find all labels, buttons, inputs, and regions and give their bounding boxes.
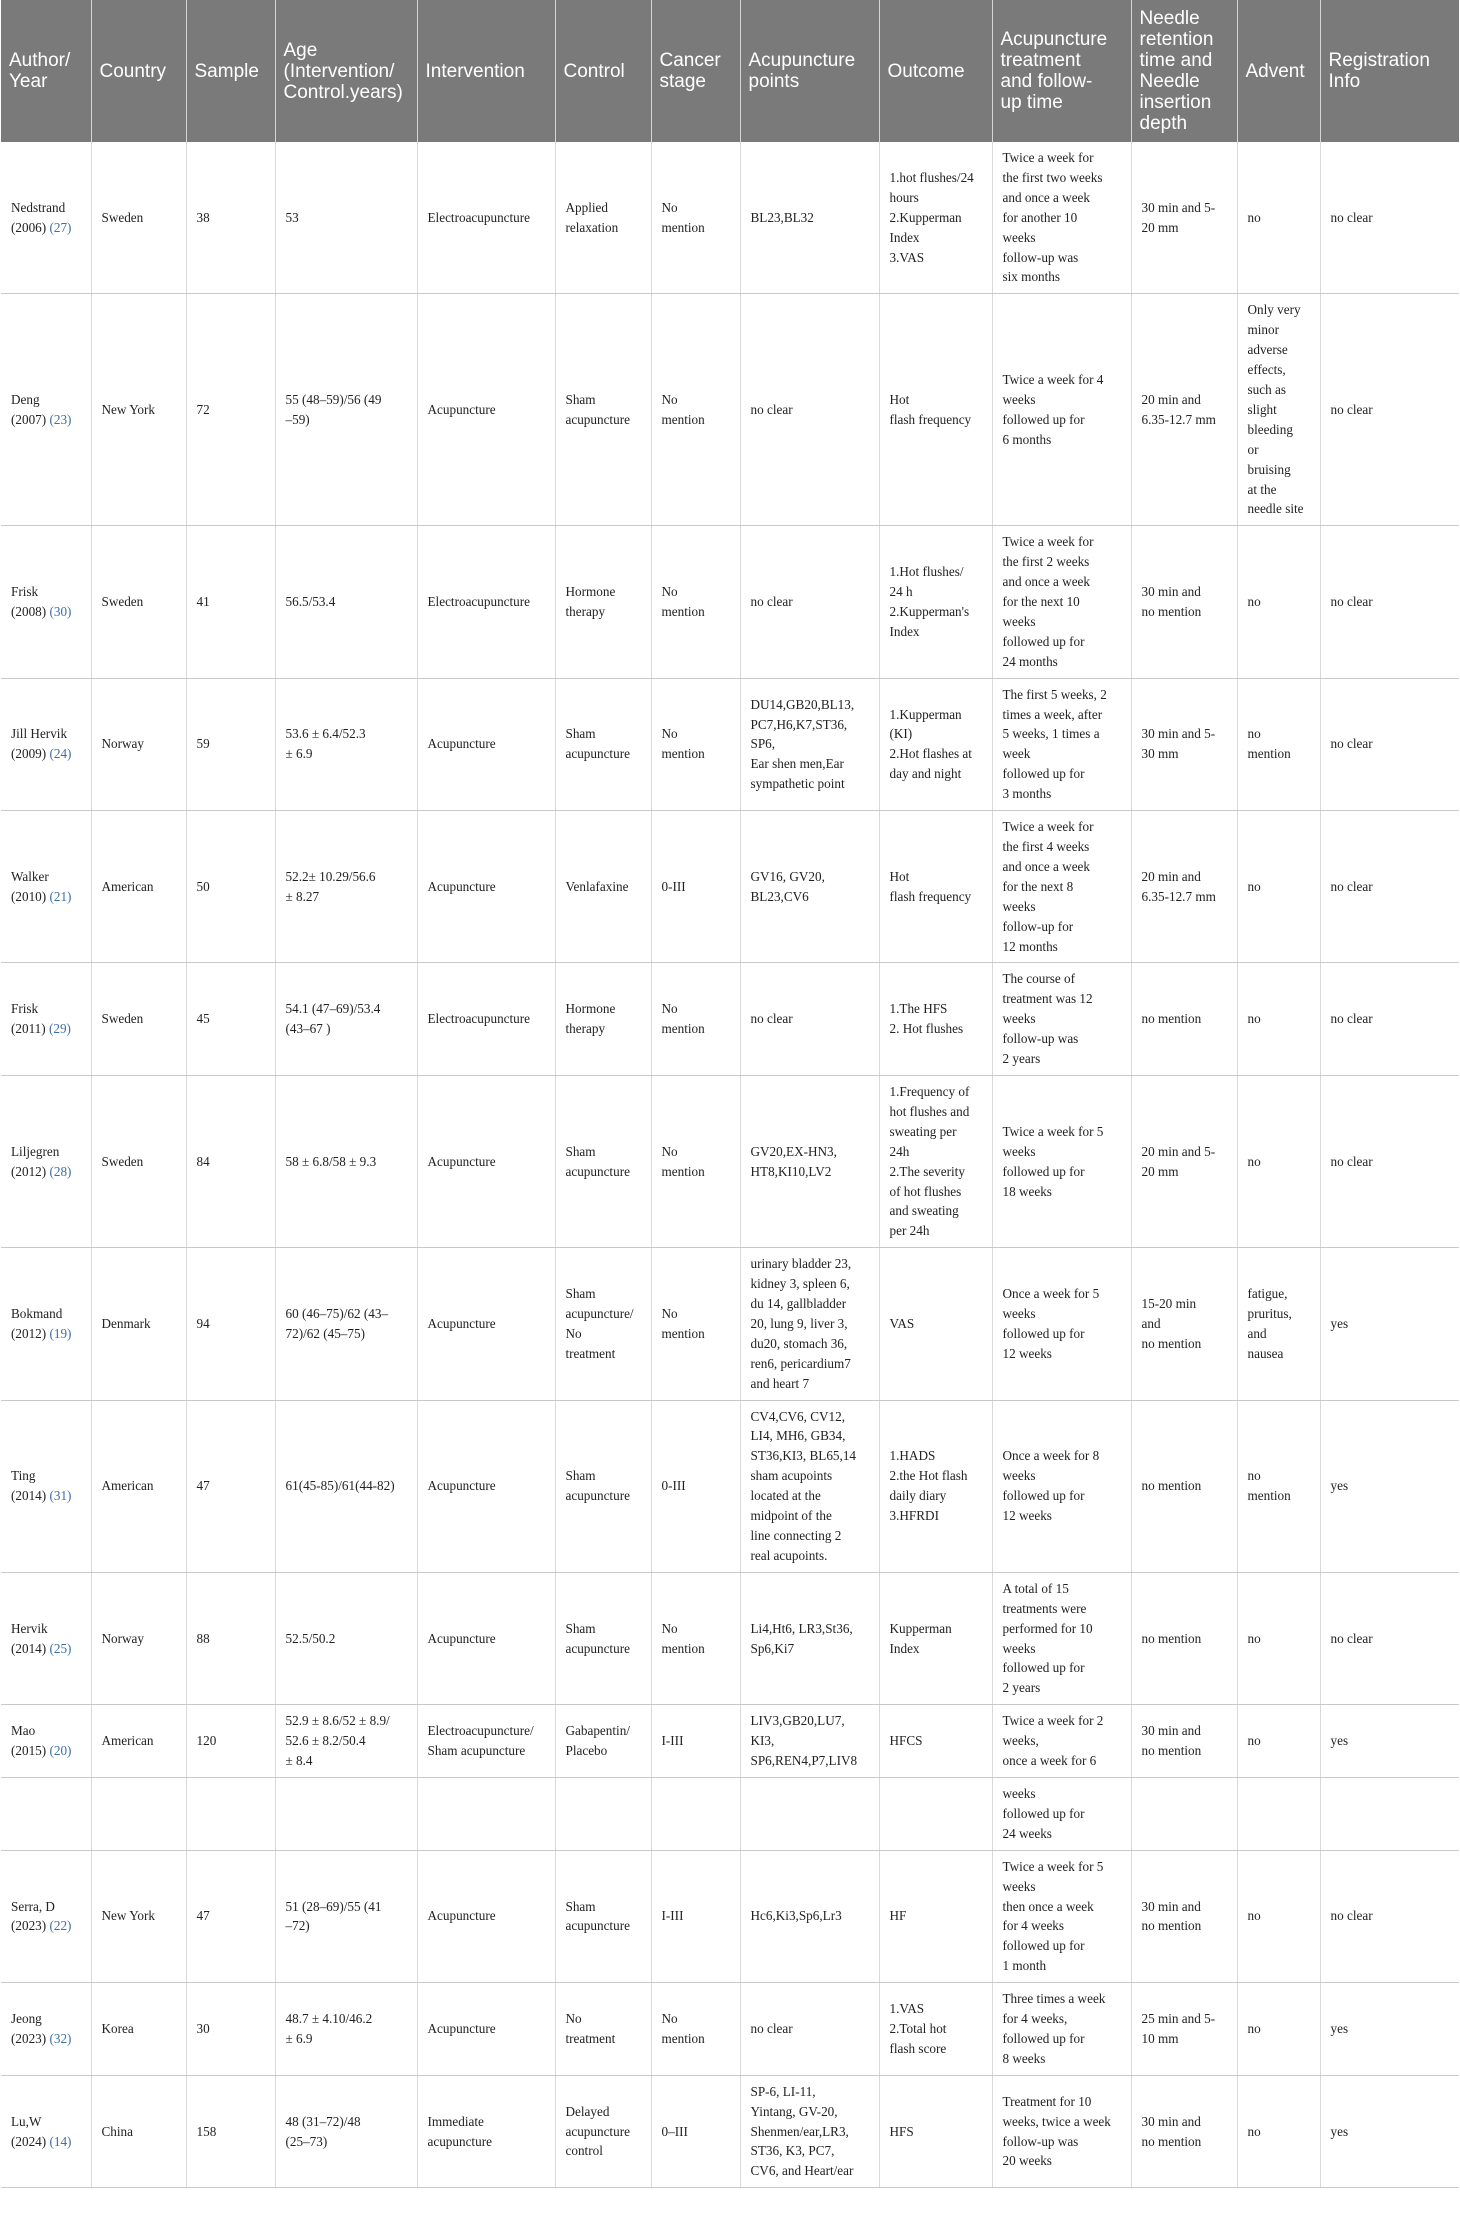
- cell-treatment: Twice a week for 4 weeks followed up for 6 months: [992, 294, 1131, 526]
- cell-points: BL23,BL32: [740, 142, 879, 294]
- cell-control: Sham acupuncture: [555, 294, 651, 526]
- author-year: Jeong (2023): [11, 2011, 50, 2046]
- cell-country: New York: [91, 1850, 186, 1982]
- table-row: [1, 2075, 1459, 2188]
- cell-reg: [1320, 1777, 1459, 1850]
- cell-sample: 120: [186, 1705, 275, 1778]
- cell-points: LIV3,GB20,LU7, KI3, SP6,REN4,P7,LIV8: [740, 1705, 879, 1778]
- cell-control: Sham acupuncture: [555, 1850, 651, 1982]
- cell-author: [1, 142, 91, 294]
- cell-age: 48.7 ± 4.10/46.2 ± 6.9: [275, 1983, 417, 2076]
- cell-advent: no mention: [1237, 1400, 1320, 1572]
- cell-needle: 30 min and no mention: [1131, 1705, 1237, 1778]
- cell-author: [1, 1705, 91, 1778]
- cell-author: [1, 1400, 91, 1572]
- cell-treatment: Twice a week for the first 4 weeks and once a week for the next 8 weeks follow-up for 12 months: [992, 811, 1131, 963]
- cell-control: Hormone therapy: [555, 526, 651, 678]
- cell-sample: 47: [186, 1400, 275, 1572]
- cell-control: Venlafaxine: [555, 811, 651, 963]
- cell-advent: no: [1237, 811, 1320, 963]
- cell-treatment: Once a week for 5 weeks followed up for 12 weeks: [992, 1248, 1131, 1400]
- table-row: [1, 1572, 1459, 1704]
- author-year: Frisk (2011): [11, 1001, 49, 1037]
- cell-control: Sham acupuncture: [555, 1075, 651, 1247]
- cell-reg: no clear: [1320, 678, 1459, 810]
- cell-age: 56.5/53.4: [275, 526, 417, 678]
- cell-outcome: Kupperman Index: [879, 1572, 992, 1704]
- cell-needle: 30 min and no mention: [1131, 1850, 1237, 1982]
- cell-advent: [1237, 1777, 1320, 1850]
- cell-treatment: The course of treatment was 12 weeks follow-up was 2 years: [992, 963, 1131, 1076]
- cell-intervention: Acupuncture: [417, 1400, 555, 1572]
- reference-link[interactable]: (32): [49, 2030, 72, 2046]
- table-row: [1, 142, 1459, 294]
- column-header: Outcome: [879, 0, 992, 142]
- cell-country: Denmark: [91, 1248, 186, 1400]
- cell-outcome: 1.The HFS 2. Hot flushes: [879, 963, 992, 1076]
- cell-age: [275, 1777, 417, 1850]
- cell-outcome: HF: [879, 1850, 992, 1982]
- cell-points: no clear: [740, 963, 879, 1076]
- cell-sample: 88: [186, 1572, 275, 1704]
- cell-points: urinary bladder 23, kidney 3, spleen 6, du 14, gallbladder 20, lung 9, liver 3, du20, stomach 36, ren6, pericardium7 and heart 7: [740, 1248, 879, 1400]
- cell-treatment: Twice a week for the first 2 weeks and once a week for the next 10 weeks followed up for 24 months: [992, 526, 1131, 678]
- cell-country: Sweden: [91, 142, 186, 294]
- cell-outcome: VAS: [879, 1248, 992, 1400]
- cell-sample: 158: [186, 2075, 275, 2188]
- cell-intervention: Acupuncture: [417, 811, 555, 963]
- reference-link[interactable]: (28): [49, 1163, 72, 1179]
- cell-intervention: Electroacupuncture: [417, 142, 555, 294]
- cell-age: 52.2± 10.29/56.6 ± 8.27: [275, 811, 417, 963]
- author-year: Walker (2010): [11, 868, 50, 904]
- column-header: Country: [91, 0, 186, 142]
- column-header: Acupuncture points: [740, 0, 879, 142]
- cell-age: 52.9 ± 8.6/52 ± 8.9/ 52.6 ± 8.2/50.4 ± 8.4: [275, 1705, 417, 1778]
- cell-author: [1, 963, 91, 1076]
- cell-sample: 41: [186, 526, 275, 678]
- cell-stage: No mention: [651, 963, 740, 1076]
- cell-country: Korea: [91, 1983, 186, 2076]
- cell-needle: 30 min and 5- 20 mm: [1131, 142, 1237, 294]
- cell-age: 51 (28–69)/55 (41 –72): [275, 1850, 417, 1982]
- cell-author: [1, 678, 91, 810]
- reference-link[interactable]: (19): [49, 1325, 72, 1341]
- cell-points: Li4,Ht6, LR3,St36, Sp6,Ki7: [740, 1572, 879, 1704]
- column-header: Registration Info: [1320, 0, 1459, 142]
- cell-control: No treatment: [555, 1983, 651, 2076]
- cell-country: Sweden: [91, 1075, 186, 1247]
- author-year: Liljegren (2012): [11, 1143, 60, 1179]
- column-header: Advent: [1237, 0, 1320, 142]
- column-header: Intervention: [417, 0, 555, 142]
- cell-sample: 72: [186, 294, 275, 526]
- cell-author: [1, 811, 91, 963]
- cell-reg: yes: [1320, 1248, 1459, 1400]
- cell-needle: no mention: [1131, 1572, 1237, 1704]
- cell-control: Sham acupuncture: [555, 1400, 651, 1572]
- cell-age: 55 (48–59)/56 (49 –59): [275, 294, 417, 526]
- column-header: Age (Intervention/ Control.years): [275, 0, 417, 142]
- cell-outcome: Hot flash frequency: [879, 294, 992, 526]
- cell-intervention: [417, 1777, 555, 1850]
- cell-needle: [1131, 1777, 1237, 1850]
- table-row: [1, 294, 1459, 526]
- cell-needle: 25 min and 5- 10 mm: [1131, 1983, 1237, 2076]
- cell-control: Applied relaxation: [555, 142, 651, 294]
- cell-country: [91, 1777, 186, 1850]
- cell-stage: No mention: [651, 526, 740, 678]
- cell-points: GV20,EX-HN3, HT8,KI10,LV2: [740, 1075, 879, 1247]
- cell-needle: 20 min and 6.35-12.7 mm: [1131, 294, 1237, 526]
- author-year: Bokmand (2012): [11, 1305, 63, 1341]
- cell-reg: no clear: [1320, 1850, 1459, 1982]
- cell-stage: I-III: [651, 1850, 740, 1982]
- cell-points: no clear: [740, 294, 879, 526]
- cell-advent: no mention: [1237, 678, 1320, 810]
- cell-advent: no: [1237, 1983, 1320, 2076]
- cell-country: China: [91, 2075, 186, 2188]
- cell-author: [1, 1777, 91, 1850]
- cell-points: DU14,GB20,BL13, PC7,H6,K7,ST36, SP6, Ear shen men,Ear sympathetic point: [740, 678, 879, 810]
- author-year: Ting (2014): [11, 1468, 50, 1504]
- cell-stage: No mention: [651, 1248, 740, 1400]
- table-row: [1, 1777, 1459, 1850]
- cell-intervention: Electroacupuncture/ Sham acupuncture: [417, 1705, 555, 1778]
- study-characteristics-table: [1, 0, 1459, 2188]
- cell-intervention: Acupuncture: [417, 678, 555, 810]
- cell-intervention: Acupuncture: [417, 294, 555, 526]
- author-year: Jill Hervik (2009): [11, 726, 68, 762]
- reference-link[interactable]: (14): [49, 2133, 72, 2149]
- cell-points: CV4,CV6, CV12, LI4, MH6, GB34, ST36,KI3, BL65,14 sham acupoints located at the midpoint of the line connecting 2 real acupoints.: [740, 1400, 879, 1572]
- cell-treatment: Twice a week for 5 weeks followed up for 18 weeks: [992, 1075, 1131, 1247]
- cell-advent: no: [1237, 526, 1320, 678]
- table-row: [1, 811, 1459, 963]
- cell-country: American: [91, 811, 186, 963]
- cell-treatment: Treatment for 10 weeks, twice a week follow-up was 20 weeks: [992, 2075, 1131, 2188]
- table-row: [1, 1248, 1459, 1400]
- cell-stage: No mention: [651, 1075, 740, 1247]
- cell-treatment: Once a week for 8 weeks followed up for 12 weeks: [992, 1400, 1131, 1572]
- cell-advent: no: [1237, 1572, 1320, 1704]
- cell-points: [740, 1777, 879, 1850]
- cell-points: SP-6, LI-11, Yintang, GV-20, Shenmen/ear,LR3, ST36, K3, PC7, CV6, and Heart/ear: [740, 2075, 879, 2188]
- cell-needle: 30 min and 5- 30 mm: [1131, 678, 1237, 810]
- cell-author: [1, 526, 91, 678]
- cell-treatment: weeks followed up for 24 weeks: [992, 1777, 1131, 1850]
- cell-author: [1, 1075, 91, 1247]
- cell-sample: 38: [186, 142, 275, 294]
- cell-outcome: 1.Frequency of hot flushes and sweating per 24h 2.The severity of hot flushes and sweating per 24h: [879, 1075, 992, 1247]
- author-year: Serra, D (2023): [11, 1898, 55, 1934]
- cell-outcome: HFCS: [879, 1705, 992, 1778]
- cell-advent: no: [1237, 1075, 1320, 1247]
- column-header: Author/ Year: [1, 0, 91, 142]
- author-year: Frisk (2008): [11, 584, 50, 619]
- cell-intervention: Acupuncture: [417, 1983, 555, 2076]
- cell-stage: No mention: [651, 294, 740, 526]
- cell-reg: no clear: [1320, 811, 1459, 963]
- cell-country: American: [91, 1400, 186, 1572]
- table-row: [1, 678, 1459, 810]
- cell-needle: 20 min and 5- 20 mm: [1131, 1075, 1237, 1247]
- cell-reg: no clear: [1320, 526, 1459, 678]
- cell-stage: [651, 1777, 740, 1850]
- cell-stage: No mention: [651, 678, 740, 810]
- cell-reg: no clear: [1320, 963, 1459, 1076]
- cell-outcome: [879, 1777, 992, 1850]
- author-year: Hervik (2014): [11, 1620, 50, 1656]
- cell-outcome: 1.VAS 2.Total hot flash score: [879, 1983, 992, 2076]
- reference-link[interactable]: (25): [49, 1640, 72, 1656]
- cell-intervention: Immediate acupuncture: [417, 2075, 555, 2188]
- reference-link[interactable]: (20): [49, 1743, 72, 1759]
- reference-link[interactable]: (22): [49, 1918, 72, 1934]
- cell-intervention: Acupuncture: [417, 1572, 555, 1704]
- cell-stage: No mention: [651, 1572, 740, 1704]
- cell-treatment: Three times a week for 4 weeks, followed up for 8 weeks: [992, 1983, 1131, 2076]
- reference-link[interactable]: (23): [49, 411, 72, 427]
- table-row: [1, 1075, 1459, 1247]
- cell-needle: no mention: [1131, 1400, 1237, 1572]
- cell-treatment: Twice a week for 2 weeks, once a week for 6: [992, 1705, 1131, 1778]
- cell-treatment: Twice a week for 5 weeks then once a week for 4 weeks followed up for 1 month: [992, 1850, 1131, 1982]
- cell-advent: no: [1237, 1850, 1320, 1982]
- cell-reg: yes: [1320, 1400, 1459, 1572]
- cell-needle: 30 min and no mention: [1131, 526, 1237, 678]
- cell-outcome: 1.HADS 2.the Hot flash daily diary 3.HFRDI: [879, 1400, 992, 1572]
- cell-needle: 15-20 min and no mention: [1131, 1248, 1237, 1400]
- cell-stage: I-III: [651, 1705, 740, 1778]
- column-header: Sample: [186, 0, 275, 142]
- cell-outcome: 1.Kupperman (KI) 2.Hot flashes at day and night: [879, 678, 992, 810]
- cell-sample: [186, 1777, 275, 1850]
- author-year: Deng (2007): [11, 391, 50, 427]
- cell-author: [1, 294, 91, 526]
- column-header: Needle retention time and Needle insertion depth: [1131, 0, 1237, 142]
- table-row: [1, 1705, 1459, 1778]
- cell-age: 54.1 (47–69)/53.4 (43–67 ): [275, 963, 417, 1076]
- cell-treatment: The first 5 weeks, 2 times a week, after 5 weeks, 1 times a week followed up for 3 months: [992, 678, 1131, 810]
- table-row: [1, 1983, 1459, 2076]
- table-row: [1, 1850, 1459, 1982]
- cell-points: Hc6,Ki3,Sp6,Lr3: [740, 1850, 879, 1982]
- table-body: [1, 142, 1459, 2188]
- cell-stage: 0-III: [651, 811, 740, 963]
- cell-needle: 30 min and no mention: [1131, 2075, 1237, 2188]
- cell-country: Sweden: [91, 526, 186, 678]
- cell-needle: 20 min and 6.35-12.7 mm: [1131, 811, 1237, 963]
- cell-control: Delayed acupuncture control: [555, 2075, 651, 2188]
- column-header: Cancer stage: [651, 0, 740, 142]
- cell-treatment: A total of 15 treatments were performed for 10 weeks followed up for 2 years: [992, 1572, 1131, 1704]
- cell-stage: No mention: [651, 142, 740, 294]
- table-header-row: [1, 0, 1459, 142]
- cell-advent: fatigue, pruritus, and nausea: [1237, 1248, 1320, 1400]
- cell-sample: 47: [186, 1850, 275, 1982]
- cell-advent: no: [1237, 2075, 1320, 2188]
- reference-link[interactable]: (30): [49, 603, 72, 619]
- cell-advent: Only very minor adverse effects, such as slight bleeding or bruising at the needle site: [1237, 294, 1320, 526]
- cell-age: 48 (31–72)/48 (25–73): [275, 2075, 417, 2188]
- cell-intervention: Acupuncture: [417, 1850, 555, 1982]
- cell-country: New York: [91, 294, 186, 526]
- cell-needle: no mention: [1131, 963, 1237, 1076]
- cell-outcome: 1.hot flushes/24 hours 2.Kupperman Index 3.VAS: [879, 142, 992, 294]
- cell-reg: yes: [1320, 1705, 1459, 1778]
- author-year: Lu,W (2024): [11, 2113, 50, 2149]
- cell-control: Sham acupuncture: [555, 1572, 651, 1704]
- cell-age: 60 (46–75)/62 (43– 72)/62 (45–75): [275, 1248, 417, 1400]
- cell-country: Norway: [91, 678, 186, 810]
- reference-link[interactable]: (31): [49, 1488, 72, 1504]
- cell-sample: 84: [186, 1075, 275, 1247]
- cell-advent: no: [1237, 963, 1320, 1076]
- cell-outcome: Hot flash frequency: [879, 811, 992, 963]
- reference-link[interactable]: (27): [49, 219, 72, 235]
- cell-points: no clear: [740, 526, 879, 678]
- cell-points: no clear: [740, 1983, 879, 2076]
- cell-sample: 94: [186, 1248, 275, 1400]
- cell-stage: 0–III: [651, 2075, 740, 2188]
- cell-control: Sham acupuncture/ No treatment: [555, 1248, 651, 1400]
- reference-link[interactable]: (24): [49, 746, 72, 762]
- table-row: [1, 1400, 1459, 1572]
- cell-points: GV16, GV20, BL23,CV6: [740, 811, 879, 963]
- cell-control: Gabapentin/ Placebo: [555, 1705, 651, 1778]
- cell-stage: 0-III: [651, 1400, 740, 1572]
- cell-reg: no clear: [1320, 1075, 1459, 1247]
- cell-advent: no: [1237, 1705, 1320, 1778]
- cell-control: [555, 1777, 651, 1850]
- cell-age: 53.6 ± 6.4/52.3 ± 6.9: [275, 678, 417, 810]
- cell-author: [1, 1572, 91, 1704]
- cell-age: 61(45-85)/61(44-82): [275, 1400, 417, 1572]
- cell-intervention: Electroacupuncture: [417, 526, 555, 678]
- cell-intervention: Acupuncture: [417, 1075, 555, 1247]
- cell-stage: No mention: [651, 1983, 740, 2076]
- cell-treatment: Twice a week for the first two weeks and once a week for another 10 weeks follow-up was six months: [992, 142, 1131, 294]
- author-year: Nedstrand (2006): [11, 199, 66, 235]
- cell-reg: no clear: [1320, 294, 1459, 526]
- cell-intervention: Electroacupuncture: [417, 963, 555, 1076]
- cell-author: [1, 1983, 91, 2076]
- cell-age: 53: [275, 142, 417, 294]
- cell-author: [1, 2075, 91, 2188]
- cell-sample: 50: [186, 811, 275, 963]
- column-header: Control: [555, 0, 651, 142]
- cell-advent: no: [1237, 142, 1320, 294]
- table-row: [1, 526, 1459, 678]
- cell-outcome: 1.Hot flushes/ 24 h 2.Kupperman's Index: [879, 526, 992, 678]
- cell-outcome: HFS: [879, 2075, 992, 2188]
- cell-country: American: [91, 1705, 186, 1778]
- cell-country: Norway: [91, 1572, 186, 1704]
- cell-author: [1, 1850, 91, 1982]
- author-year: Mao (2015): [11, 1723, 50, 1759]
- reference-link[interactable]: (29): [48, 1021, 71, 1037]
- cell-reg: no clear: [1320, 142, 1459, 294]
- cell-sample: 30: [186, 1983, 275, 2076]
- cell-reg: yes: [1320, 2075, 1459, 2188]
- cell-sample: 45: [186, 963, 275, 1076]
- cell-reg: yes: [1320, 1983, 1459, 2076]
- cell-control: Hormone therapy: [555, 963, 651, 1076]
- cell-control: Sham acupuncture: [555, 678, 651, 810]
- cell-age: 52.5/50.2: [275, 1572, 417, 1704]
- column-header: Acupuncture treatment and follow- up time: [992, 0, 1131, 142]
- cell-author: [1, 1248, 91, 1400]
- cell-age: 58 ± 6.8/58 ± 9.3: [275, 1075, 417, 1247]
- table-row: [1, 963, 1459, 1076]
- cell-reg: no clear: [1320, 1572, 1459, 1704]
- cell-intervention: Acupuncture: [417, 1248, 555, 1400]
- cell-country: Sweden: [91, 963, 186, 1076]
- cell-sample: 59: [186, 678, 275, 810]
- reference-link[interactable]: (21): [49, 888, 72, 904]
